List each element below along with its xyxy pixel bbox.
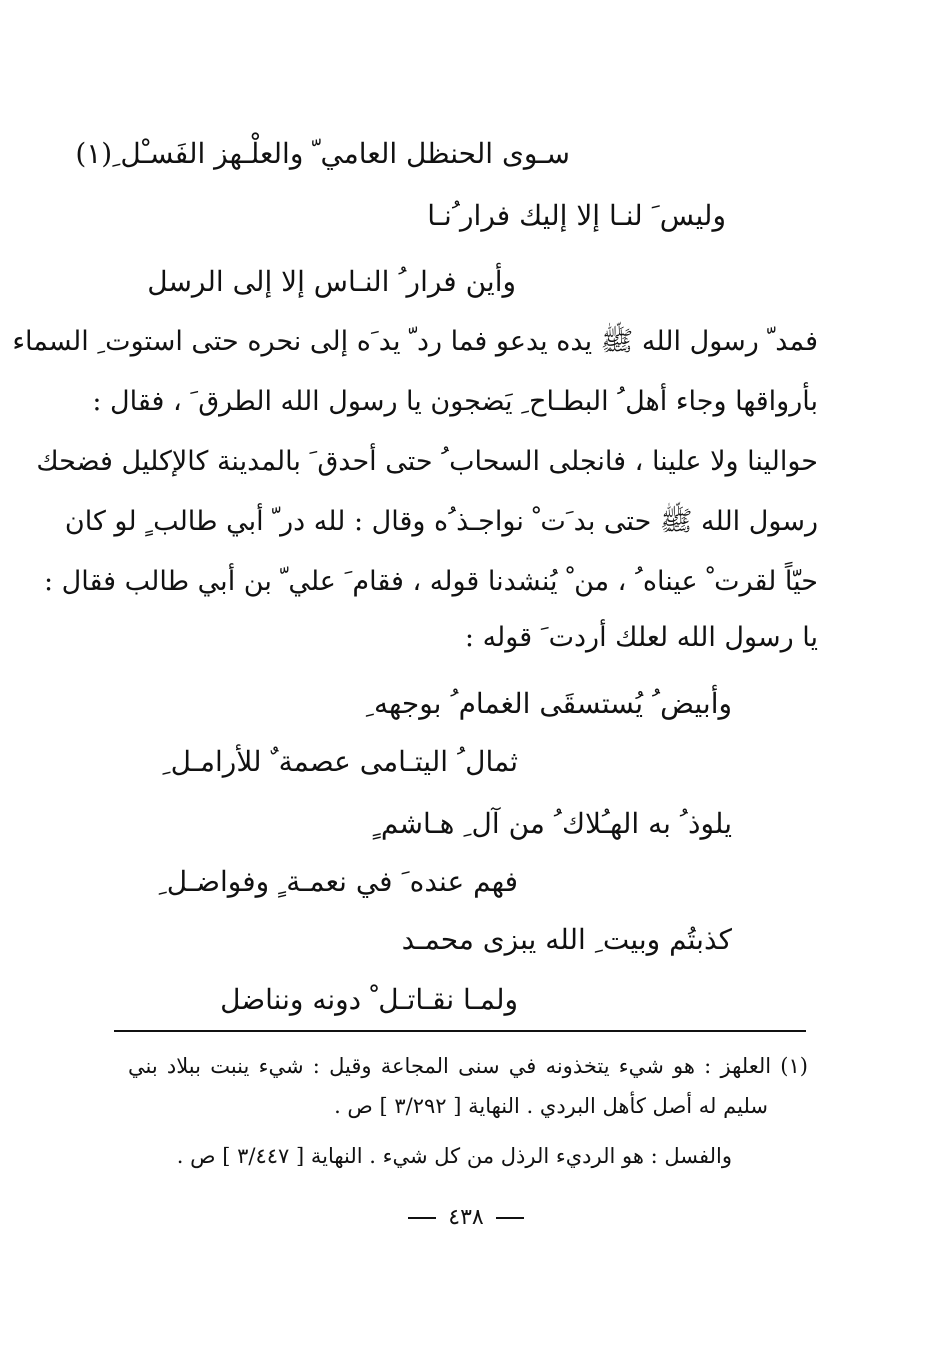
verse-line: وليس َ لنـا إلا إليك فرار ُنـا	[427, 199, 726, 232]
poem-line: ثمال ُ اليتـامى عصمة ٌ للأرامـل ِ	[162, 745, 518, 778]
footnote-line: سليم له أصل كأهل البردي . النهاية [ ٣/٢٩٢ ] ص .	[334, 1094, 768, 1118]
page-number-dash	[496, 1217, 524, 1219]
footnote-line: (١) العلهز : هو شيء يتخذونه في سنى المجاعة وقيل : شيء ينبت ببلاد بني	[128, 1054, 808, 1078]
poem-line: يلوذ ُ به الهـُلاك ُ من آل ِ هـاشم ٍ	[372, 807, 732, 840]
page-number-value: ٤٣٨	[448, 1205, 484, 1230]
prose-line: فمد ّ رسول الله ﷺ يده يدعو فما رد ّ يد َه إلى نحره حتى استوت ِ السماء	[12, 326, 818, 357]
poem-line: كذبتُم وبيت ِ الله يبزى محمـد	[401, 923, 732, 956]
footnote-line: والفسل : هو الرديء الرذل من كل شيء . النهاية [ ٣/٤٤٧ ] ص .	[176, 1144, 732, 1168]
poem-line: وأبيض ُ يُستسقَى الغمام ُ بوجهه ِ	[365, 687, 732, 720]
verse-line: سـوى الحنظل العامي ّ والعلْـهز الفَسـْل ِ(١)	[75, 137, 570, 170]
page-number-dash	[408, 1217, 436, 1219]
prose-line: بأرواقها وجاء أهل ُ البطـاح ِ يَضجون يا رسول الله الطرق َ ، فقال :	[92, 386, 818, 417]
page-number	[0, 1203, 932, 1233]
prose-line: حيّاً لقرت ْ عيناه ُ ، من ْ يُنشدنا قوله ، فقام َ علي ّ بن أبي طالب فقال :	[43, 566, 818, 597]
prose-line: رسول الله ﷺ حتى بد َت ْ نواجـذ ُه وقال : لله در ّ أبي طالب ٍ لو كان	[64, 506, 818, 537]
verse-line: وأين فرار ُ النـاس إلا إلى الرسل	[147, 265, 516, 298]
prose-line: حوالينا ولا علينا ، فانجلى السحاب ُ حتى أحدق َ بالمدينة كالإكليل فضحك	[36, 446, 818, 477]
prose-line: يا رسول الله لعلك أردت َ قوله :	[464, 622, 818, 653]
footnote-separator	[114, 1030, 806, 1032]
poem-line: فهم عنده َ في نعمـة ٍ وفواضـل ِ	[158, 865, 518, 898]
poem-line: ولمـا نقـاتـل ْ دونه ونناضل	[220, 983, 518, 1016]
